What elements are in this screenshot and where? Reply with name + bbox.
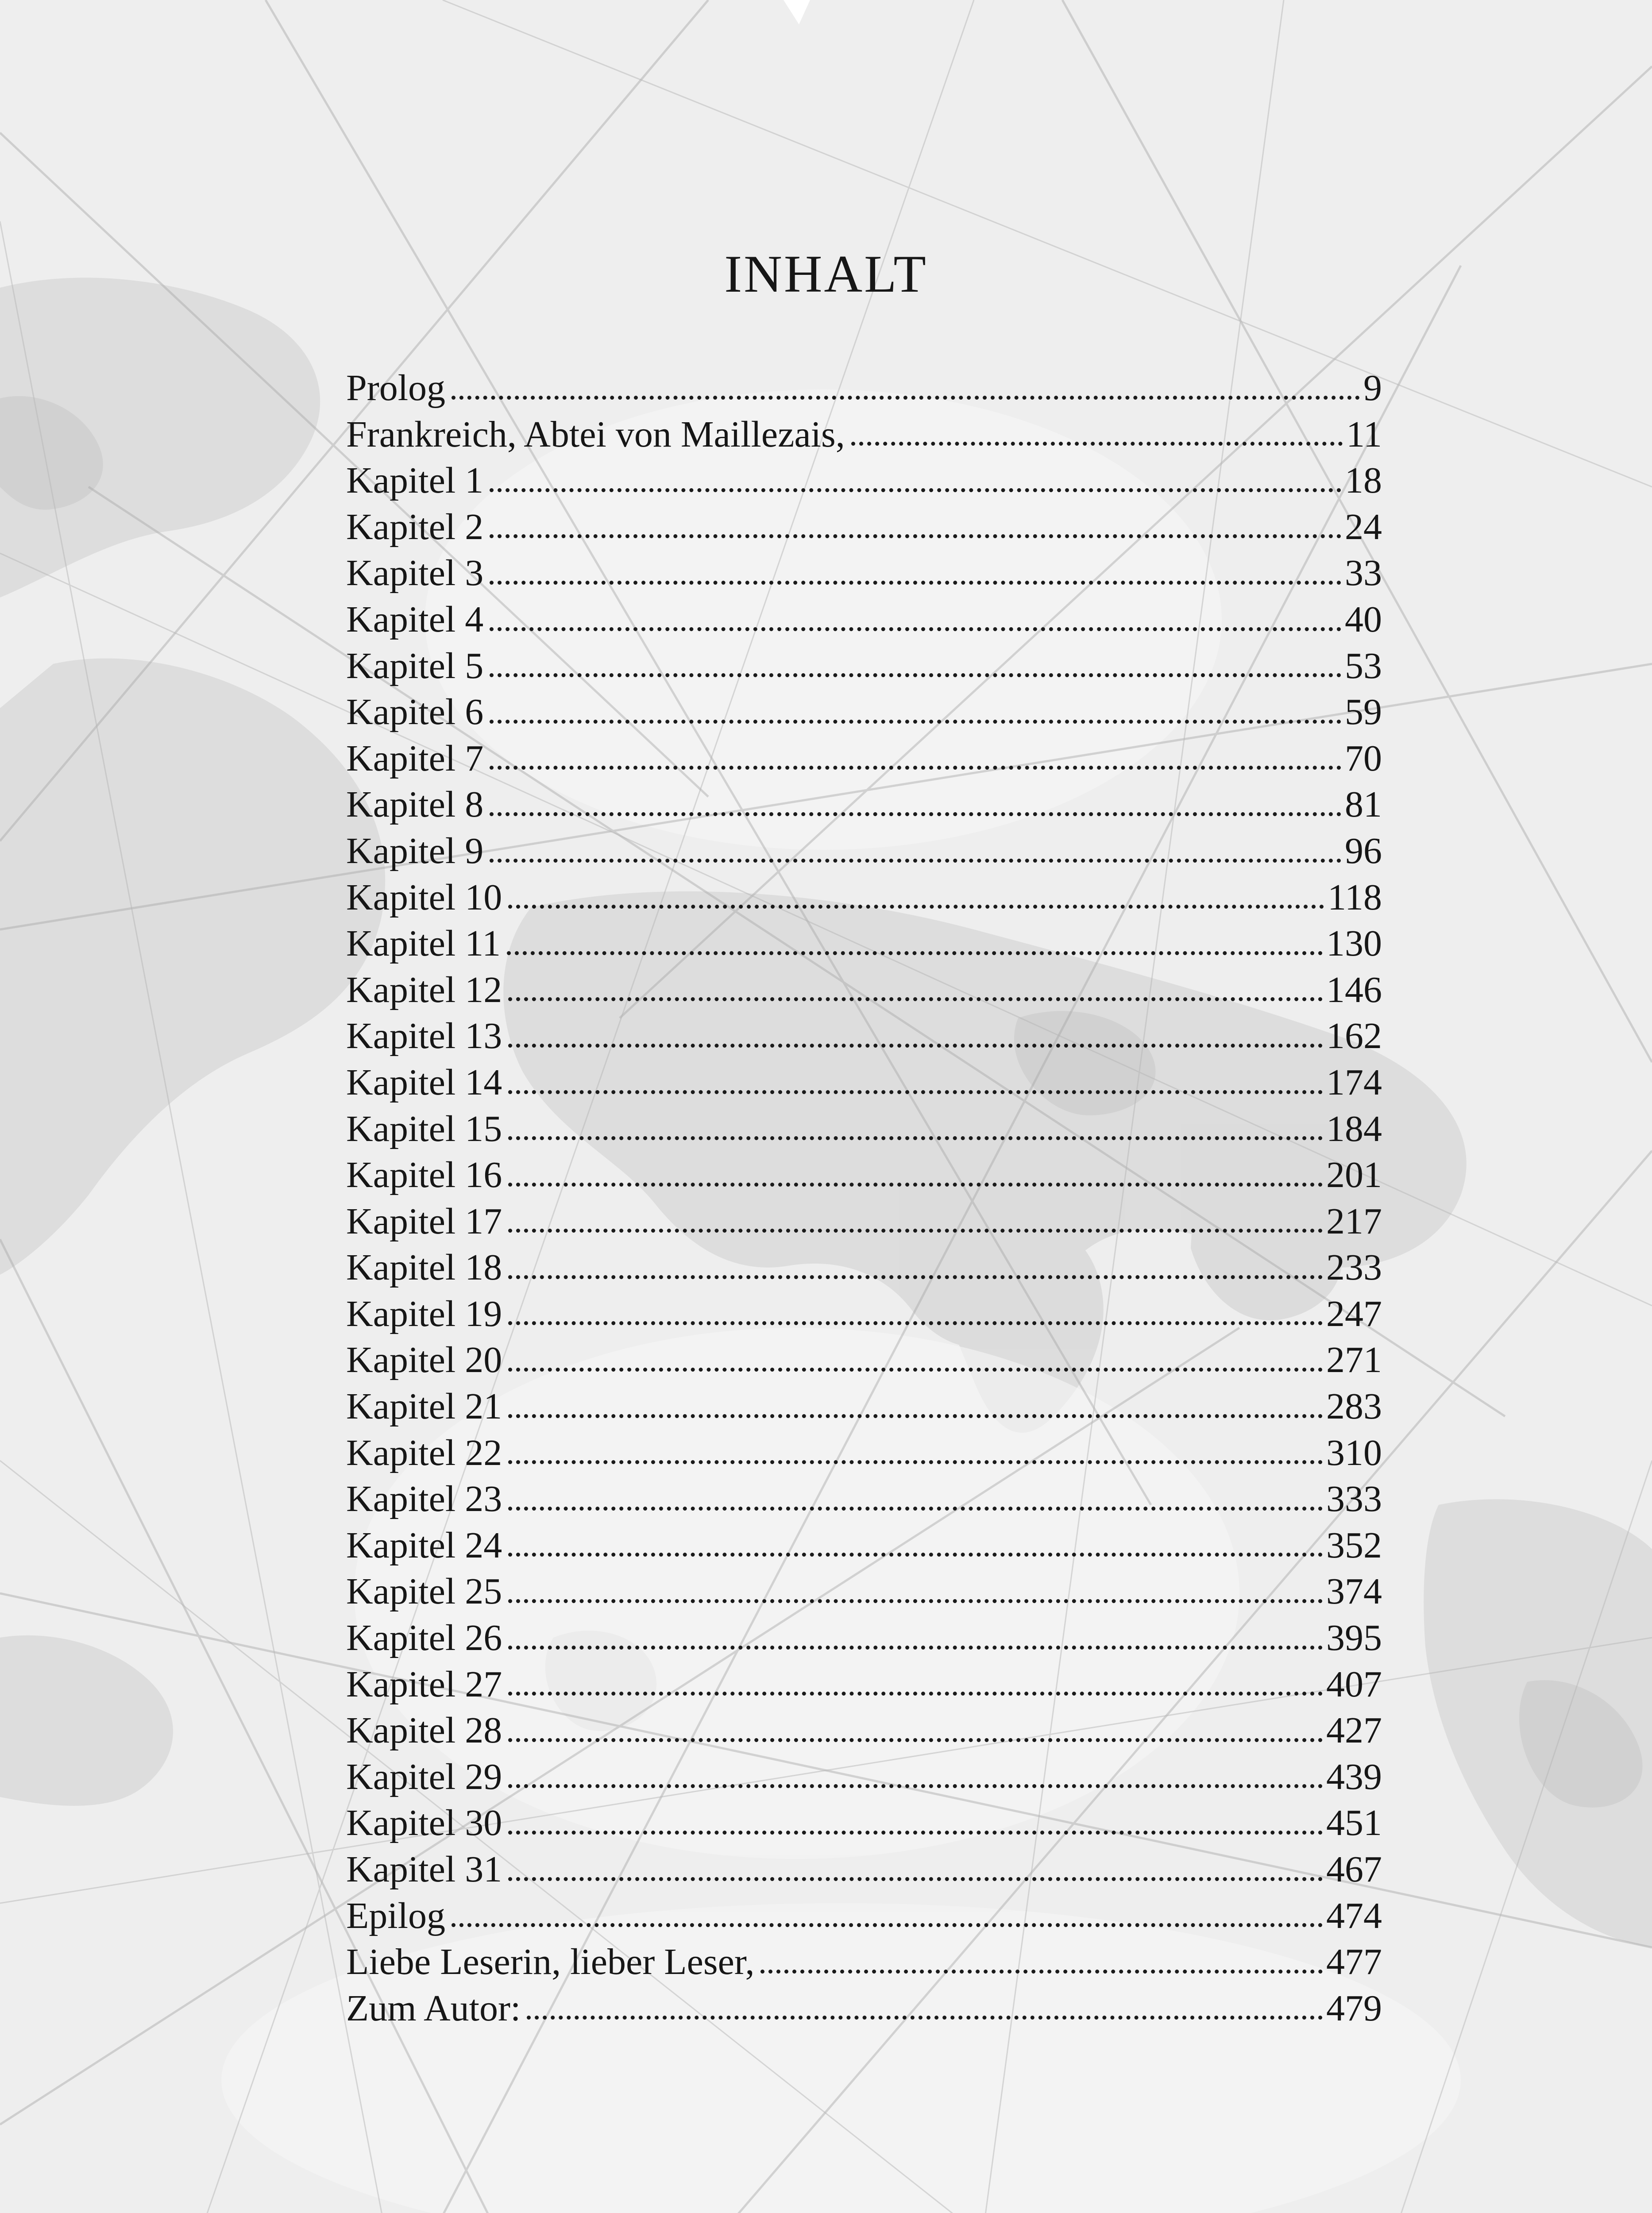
toc-entry-label: Kapitel 29 <box>346 1756 502 1797</box>
toc-entry-label: Kapitel 11 <box>346 923 501 964</box>
toc-leader-dots <box>508 1646 1323 1650</box>
toc-entry <box>346 1754 1382 1800</box>
toc-entry <box>346 828 1382 875</box>
toc-entry-label: Kapitel 2 <box>346 506 484 547</box>
toc-entry-page-number: 271 <box>1326 1339 1382 1381</box>
toc-entry-label: Kapitel 26 <box>346 1617 502 1659</box>
toc-entry-label: Kapitel 3 <box>346 552 484 594</box>
toc-leader-dots <box>508 1368 1323 1372</box>
toc-entry-page-number: 81 <box>1345 784 1382 825</box>
toc-leader-dots <box>851 442 1343 446</box>
toc-leader-dots <box>490 534 1341 538</box>
toc-entry <box>346 504 1382 551</box>
toc-entry-page-number: 333 <box>1326 1478 1382 1520</box>
toc-entry-label: Liebe Leserin, lieber Leser, <box>346 1941 755 1983</box>
page-title: INHALT <box>724 244 928 304</box>
toc-entry-label: Frankreich, Abtei von Maillezais, <box>346 413 845 455</box>
toc-entry-page-number: 184 <box>1326 1108 1382 1149</box>
toc-entry <box>346 1893 1382 1939</box>
toc-leader-dots <box>508 1738 1323 1742</box>
toc-leader-dots <box>508 1321 1323 1325</box>
toc-entry <box>346 1569 1382 1615</box>
toc-entry <box>346 1013 1382 1060</box>
toc-entry <box>346 412 1382 458</box>
toc-entry <box>346 1800 1382 1847</box>
toc-leader-dots <box>490 488 1341 492</box>
toc-entry-label: Kapitel 5 <box>346 645 484 686</box>
toc-entry <box>346 1106 1382 1153</box>
toc-entry-page-number: 217 <box>1326 1200 1382 1242</box>
toc-entry-label: Kapitel 23 <box>346 1478 502 1520</box>
toc-leader-dots <box>508 1183 1323 1187</box>
toc-entry-page-number: 451 <box>1326 1802 1382 1844</box>
toc-entry-page-number: 53 <box>1345 645 1382 686</box>
toc-entry-label: Kapitel 14 <box>346 1061 502 1103</box>
toc-entry-label: Kapitel 8 <box>346 784 484 825</box>
toc-entry-page-number: 395 <box>1326 1617 1382 1659</box>
toc-entry-page-number: 201 <box>1326 1154 1382 1196</box>
toc-entry <box>346 1152 1382 1199</box>
toc-entry <box>346 1291 1382 1338</box>
toc-leader-dots <box>508 1229 1323 1233</box>
toc-entry-label: Kapitel 15 <box>346 1108 502 1149</box>
toc-leader-dots <box>490 812 1341 816</box>
toc-entry-page-number: 310 <box>1326 1432 1382 1473</box>
toc-leader-dots <box>508 1044 1323 1048</box>
toc-entry-page-number: 162 <box>1326 1015 1382 1057</box>
toc-leader-dots <box>508 1414 1323 1418</box>
toc-entry <box>346 1708 1382 1754</box>
toc-entry-label: Kapitel 25 <box>346 1571 502 1612</box>
toc-leader-dots <box>508 905 1324 909</box>
toc-entry-page-number: 374 <box>1326 1571 1382 1612</box>
toc-entry <box>346 597 1382 643</box>
toc-entry-label: Kapitel 27 <box>346 1663 502 1705</box>
toc-entry <box>346 967 1382 1014</box>
toc-entry <box>346 550 1382 597</box>
toc-entry-page-number: 474 <box>1326 1895 1382 1936</box>
toc-entry <box>346 921 1382 967</box>
toc-entry-label: Epilog <box>346 1895 445 1936</box>
toc-entry <box>346 1384 1382 1430</box>
toc-entry-label: Kapitel 24 <box>346 1524 502 1566</box>
toc-leader-dots <box>508 1599 1323 1603</box>
toc-leader-dots <box>490 766 1341 770</box>
table-of-contents <box>346 365 1382 2032</box>
toc-entry-page-number: 477 <box>1326 1941 1382 1983</box>
toc-entry <box>346 689 1382 736</box>
toc-entry-label: Kapitel 21 <box>346 1386 502 1427</box>
toc-entry-label: Kapitel 30 <box>346 1802 502 1844</box>
toc-entry-page-number: 439 <box>1326 1756 1382 1797</box>
toc-leader-dots <box>452 1923 1323 1927</box>
toc-entry <box>346 1939 1382 1986</box>
toc-leader-dots <box>490 859 1341 863</box>
toc-entry <box>346 1337 1382 1384</box>
toc-entry-page-number: 407 <box>1326 1663 1382 1705</box>
toc-entry <box>346 458 1382 504</box>
toc-entry-page-number: 283 <box>1326 1386 1382 1427</box>
toc-entry <box>346 1060 1382 1106</box>
toc-entry-label: Kapitel 12 <box>346 969 502 1010</box>
toc-entry-label: Kapitel 19 <box>346 1293 502 1334</box>
toc-entry-page-number: 479 <box>1326 1987 1382 2029</box>
toc-leader-dots <box>490 581 1341 585</box>
toc-entry-label: Kapitel 9 <box>346 830 484 871</box>
toc-leader-dots <box>490 627 1341 631</box>
toc-entry <box>346 1476 1382 1523</box>
toc-leader-dots <box>452 396 1360 400</box>
toc-entry-page-number: 467 <box>1326 1849 1382 1890</box>
toc-leader-dots <box>508 1275 1323 1279</box>
toc-entry-label: Kapitel 1 <box>346 460 484 501</box>
toc-entry-label: Kapitel 13 <box>346 1015 502 1057</box>
toc-entry <box>346 736 1382 782</box>
toc-leader-dots <box>508 1090 1323 1094</box>
toc-leader-dots <box>490 720 1341 724</box>
toc-entry-label: Kapitel 4 <box>346 598 484 640</box>
toc-entry-label: Prolog <box>346 367 446 409</box>
toc-entry-page-number: 174 <box>1326 1061 1382 1103</box>
toc-entry <box>346 1523 1382 1569</box>
toc-leader-dots <box>508 1692 1323 1696</box>
toc-entry-page-number: 9 <box>1363 367 1382 409</box>
toc-entry-label: Kapitel 31 <box>346 1849 502 1890</box>
toc-entry-page-number: 11 <box>1346 413 1382 455</box>
toc-entry-page-number: 427 <box>1326 1710 1382 1751</box>
toc-entry-page-number: 247 <box>1326 1293 1382 1334</box>
toc-entry <box>346 1245 1382 1291</box>
toc-entry <box>346 782 1382 828</box>
toc-leader-dots <box>508 1460 1323 1464</box>
toc-entry-page-number: 118 <box>1328 876 1382 918</box>
toc-entry-label: Kapitel 22 <box>346 1432 502 1473</box>
toc-entry <box>346 1986 1382 2032</box>
toc-entry-page-number: 24 <box>1345 506 1382 547</box>
toc-entry-label: Kapitel 17 <box>346 1200 502 1242</box>
toc-leader-dots <box>760 1970 1323 1974</box>
toc-leader-dots <box>507 951 1323 955</box>
toc-entry-label: Kapitel 18 <box>346 1247 502 1288</box>
toc-entry <box>346 1662 1382 1708</box>
toc-entry <box>346 1199 1382 1245</box>
toc-leader-dots <box>508 997 1323 1001</box>
toc-entry-label: Kapitel 6 <box>346 691 484 733</box>
toc-entry-label: Kapitel 20 <box>346 1339 502 1381</box>
toc-leader-dots <box>527 2016 1323 2020</box>
toc-entry-page-number: 352 <box>1326 1524 1382 1566</box>
toc-entry <box>346 1430 1382 1477</box>
toc-leader-dots <box>508 1507 1323 1511</box>
toc-entry-label: Kapitel 16 <box>346 1154 502 1196</box>
toc-entry <box>346 875 1382 921</box>
toc-entry-page-number: 59 <box>1345 691 1382 733</box>
toc-entry-page-number: 40 <box>1345 598 1382 640</box>
toc-entry <box>346 1615 1382 1662</box>
toc-entry-page-number: 33 <box>1345 552 1382 594</box>
toc-entry <box>346 1847 1382 1893</box>
toc-leader-dots <box>508 1784 1323 1788</box>
toc-entry-page-number: 130 <box>1326 923 1382 964</box>
toc-entry-label: Kapitel 28 <box>346 1710 502 1751</box>
toc-entry-page-number: 96 <box>1345 830 1382 871</box>
toc-leader-dots <box>508 1553 1323 1557</box>
toc-entry-page-number: 70 <box>1345 737 1382 779</box>
toc-entry-page-number: 146 <box>1326 969 1382 1010</box>
toc-leader-dots <box>508 1877 1323 1881</box>
toc-entry-label: Zum Autor: <box>346 1987 521 2029</box>
toc-entry <box>346 643 1382 690</box>
toc-leader-dots <box>508 1831 1323 1835</box>
toc-leader-dots <box>508 1136 1323 1140</box>
toc-entry-page-number: 233 <box>1326 1247 1382 1288</box>
toc-entry-page-number: 18 <box>1345 460 1382 501</box>
toc-leader-dots <box>490 673 1341 677</box>
toc-entry <box>346 365 1382 412</box>
toc-entry-label: Kapitel 10 <box>346 876 502 918</box>
toc-entry-label: Kapitel 7 <box>346 737 484 779</box>
